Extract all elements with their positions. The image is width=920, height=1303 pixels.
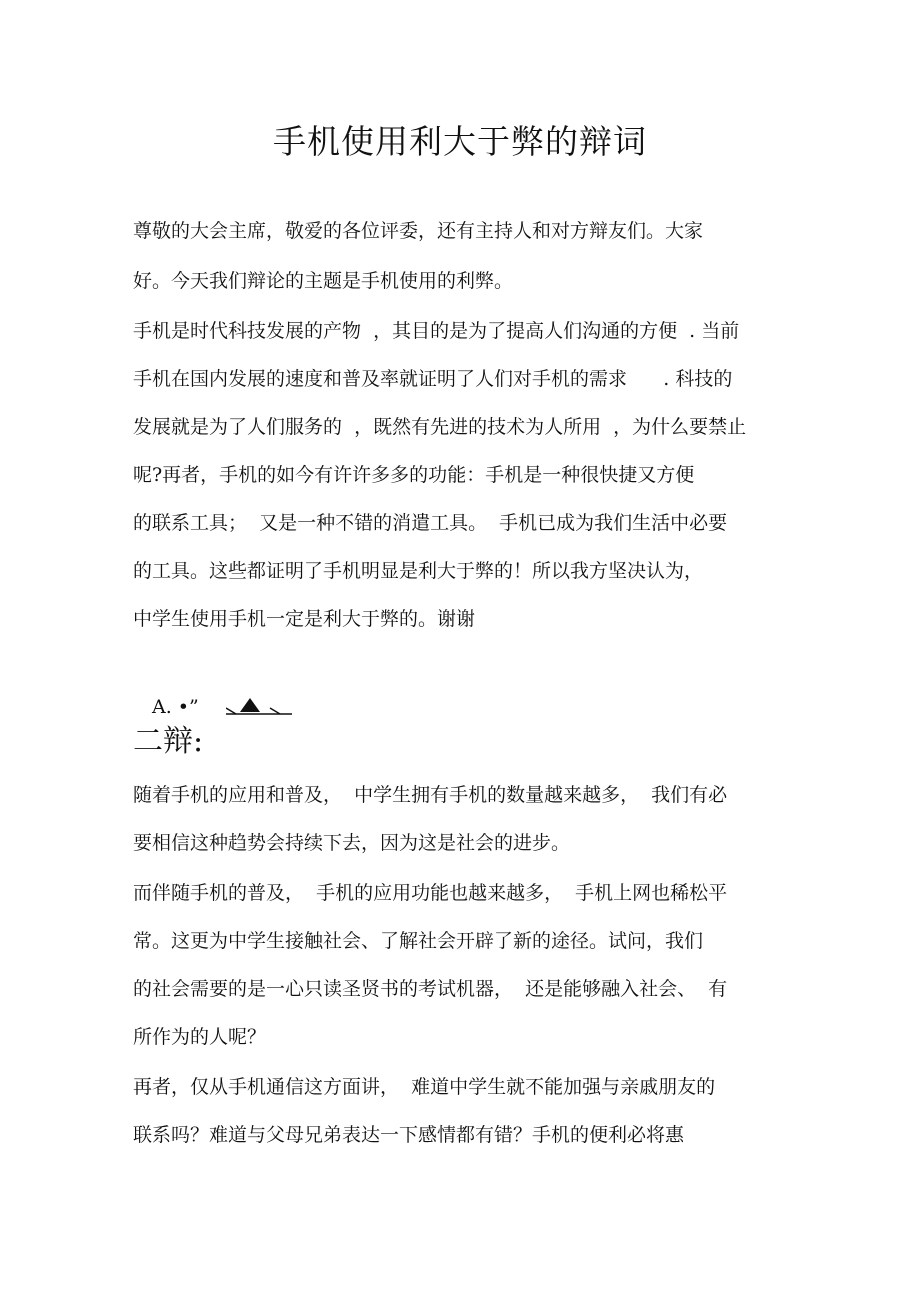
- triangle-icon: [226, 694, 292, 720]
- paragraph-line: 要相信这种趋势会持续下去，因为这是社会的进步。: [133, 832, 571, 854]
- paragraph-line: 手机是时代科技发展的产物 ，其目的是为了提高人们沟通的方便 . 当前: [133, 320, 740, 342]
- paragraph-line: 手机在国内发展的速度和普及率就证明了人们对手机的需求 . 科技的: [133, 368, 733, 390]
- ocr-marker-text: A. •”: [152, 696, 199, 718]
- paragraph-line: 再者，仅从手机通信这方面讲， 难道中学生就不能加强与亲戚朋友的: [133, 1076, 716, 1098]
- paragraph-line: 而伴随手机的普及， 手机的应用功能也越来越多， 手机上网也稀松平: [133, 882, 728, 904]
- paragraph-line: 的联系工具； 又是一种不错的消遣工具。 手机已成为我们生活中必要: [133, 512, 728, 534]
- paragraph-line: 常。这更为中学生接触社会、了解社会开辟了新的途径。试问，我们: [133, 930, 704, 952]
- paragraph-line: 随着手机的应用和普及， 中学生拥有手机的数量越来越多， 我们有必: [133, 784, 728, 806]
- section-heading: 二辩:: [133, 724, 204, 759]
- paragraph-line: 发展就是为了人们服务的 ，既然有先进的技术为人所用 ，为什么要禁止: [133, 416, 747, 438]
- paragraph-line: 的社会需要的是一心只读圣贤书的考试机器， 还是能够融入社会、 有: [133, 978, 728, 1000]
- paragraph-line: 联系吗？难道与父母兄弟表达一下感情都有错？手机的便利必将惠: [133, 1124, 685, 1146]
- paragraph-line: 所作为的人呢？: [133, 1026, 267, 1048]
- paragraph-line: 的工具。这些都证明了手机明显是利大于弊的！所以我方坚决认为，: [133, 560, 704, 582]
- paragraph-line: 中学生使用手机一定是利大于弊的。谢谢: [133, 608, 476, 630]
- document-title: 手机使用利大于弊的辩词: [273, 122, 647, 161]
- paragraph-line: 好。今天我们辩论的主题是手机使用的利弊。: [133, 270, 514, 292]
- paragraph-line: 呢?再者，手机的如今有许许多多的功能：手机是一种很快捷又方便: [133, 464, 695, 486]
- paragraph-line: 尊敬的大会主席，敬爱的各位评委，还有主持人和对方辩友们。大家: [133, 220, 704, 242]
